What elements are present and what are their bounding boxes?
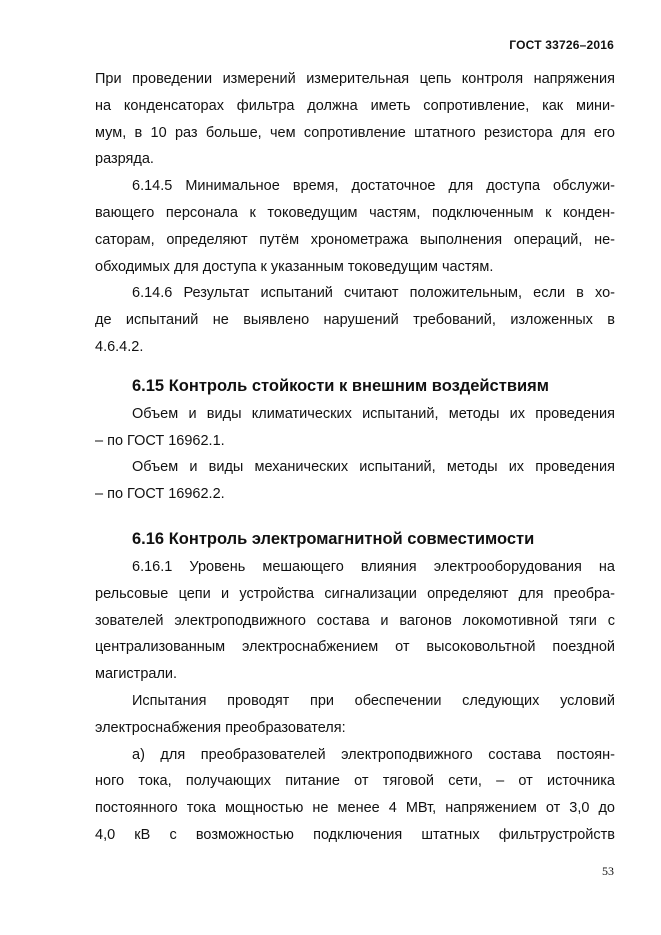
text-line: – по ГОСТ 16962.2. — [95, 486, 225, 503]
text-line: мум, в 10 раз больше, чем сопротивление штатного резистора для его — [95, 124, 615, 141]
text-line: 4,0 кВ с возможностью подключения штатных фильтрустройств — [95, 826, 615, 843]
text-line: зователей электроподвижного состава и вагонов локомотивной тяги с — [95, 612, 615, 629]
text-line: централизованным электроснабжением от высоковольтной поездной — [95, 639, 615, 656]
section-heading-6-16: 6.16 Контроль электромагнитной совместимости — [132, 529, 535, 548]
text-line: ного тока, получающих питание от тяговой сети, – от источника — [95, 773, 615, 790]
text-line: разряда. — [95, 151, 154, 168]
text-line: 6.14.6 Результат испытаний считают положительным, если в хо- — [132, 285, 615, 302]
text-line: 4.6.4.2. — [95, 338, 144, 355]
paragraph-6-14-6 — [95, 280, 615, 360]
text-line: магистрали. — [95, 666, 178, 683]
text-line: При проведении измерений измерительная цепь контроля напряжения — [95, 71, 615, 87]
paragraph-mechanical-tests — [95, 454, 615, 508]
text-line: а) для преобразователей электроподвижного состава постоян- — [132, 746, 615, 763]
paragraph-6-16-1 — [95, 554, 615, 688]
text-line: саторам, определяют путём хронометража выполнения операций, не- — [95, 231, 615, 248]
section-heading-6-15: 6.15 Контроль стойкости к внешним воздействиям — [132, 376, 549, 395]
text-line: Объем и виды механических испытаний, методы их проведения — [132, 459, 615, 476]
text-line: 6.14.5 Минимальное время, достаточное для доступа обслужи- — [132, 178, 615, 195]
paragraph-climatic-tests — [95, 401, 615, 455]
paragraph-measurement-circuit — [95, 66, 615, 173]
text-line: электроснабжения преобразователя: — [95, 719, 346, 736]
text-line: постоянного тока мощностью не менее 4 МВт, напряжением от 3,0 до — [95, 800, 615, 817]
text-line: Испытания проводят при обеспечении следующих условий — [132, 692, 615, 709]
text-line: обходимых для доступа к указанным токоведущим частям. — [95, 258, 494, 275]
text-line: – по ГОСТ 16962.1. — [95, 432, 225, 449]
text-line: вающего персонала к токоведущим частям, подключенным к конден- — [95, 204, 615, 221]
paragraph-test-conditions — [95, 688, 615, 742]
page-number: 53 — [602, 864, 614, 878]
text-line: рельсовые цепи и устройства сигнализации определяют для преобра- — [95, 585, 615, 602]
text-line: Объем и виды климатических испытаний, методы их проведения — [132, 405, 615, 422]
text-line: на конденсаторах фильтра должна иметь сопротивление, как мини- — [95, 97, 615, 114]
page-body — [95, 66, 615, 849]
text-line: 6.16.1 Уровень мешающего влияния электрооборудования на — [132, 558, 615, 575]
paragraph-item-a — [95, 742, 615, 849]
document-header: ГОСТ 33726–2016 — [509, 38, 614, 52]
text-line: де испытаний не выявлено нарушений требований, изложенных в — [95, 312, 615, 329]
paragraph-6-14-5 — [95, 173, 615, 280]
